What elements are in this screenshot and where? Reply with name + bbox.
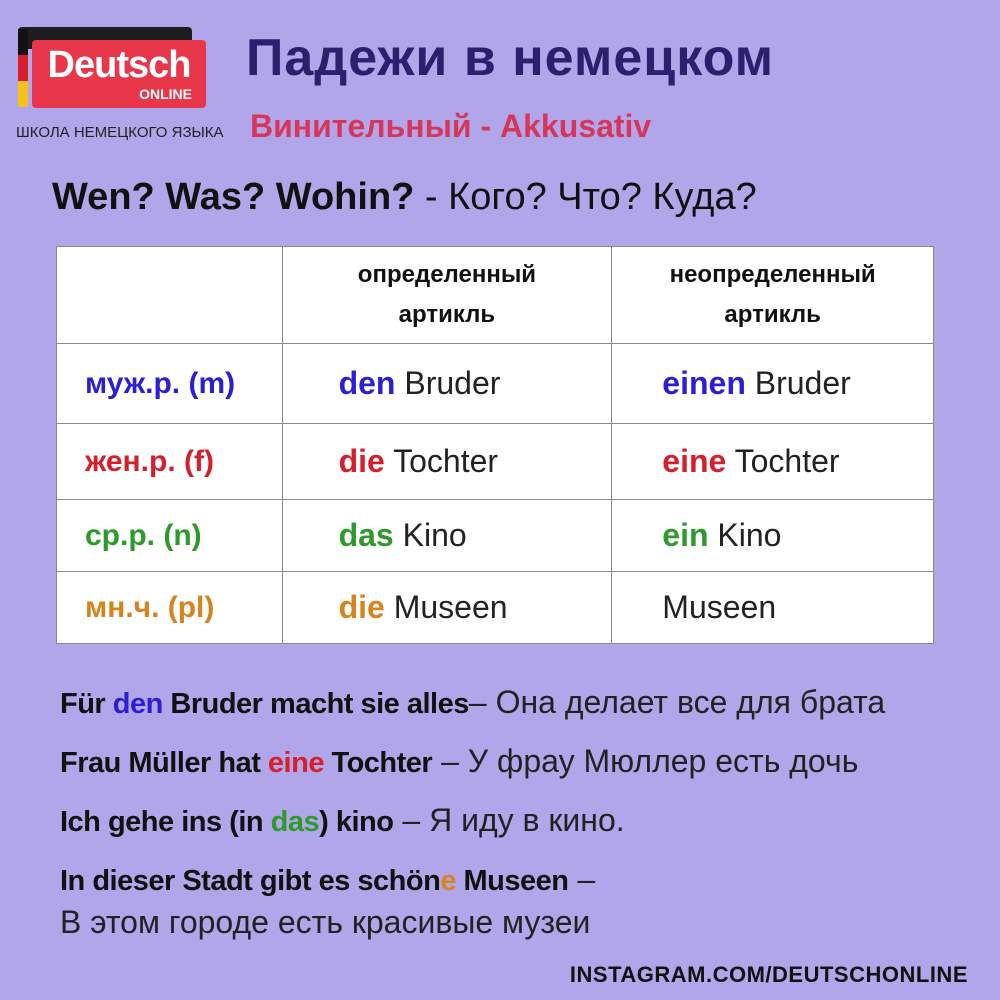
indefinite-cell-f <box>612 424 934 500</box>
indefinite-article: einen <box>662 365 746 401</box>
table-row <box>57 500 934 572</box>
page-subtitle: Винительный - Akkusativ <box>250 108 652 144</box>
header-definite-article: определенный артикль <box>282 247 612 344</box>
noun: Tochter <box>384 443 499 479</box>
example-translation: В этом городе есть красивые музеи <box>60 904 591 940</box>
example-german <box>60 688 469 720</box>
example-article: das <box>270 806 320 838</box>
example-german <box>60 806 393 838</box>
logo-tagline: ШКОЛА НЕМЕЦКОГО ЯЗЫКА <box>16 124 224 141</box>
table-row <box>57 424 934 500</box>
logo-badge <box>32 40 206 108</box>
logo-name: Deutsch <box>47 44 191 86</box>
gender-label-f: жен.р. (f) <box>57 424 283 500</box>
example-text: Bruder macht sie alles <box>162 688 469 720</box>
noun: Kino <box>708 517 782 553</box>
example-sentence <box>60 743 858 780</box>
noun: Museen <box>662 589 777 625</box>
example-german <box>60 865 568 897</box>
example-text: Tochter <box>323 747 433 779</box>
indefinite-cell-n <box>612 500 934 572</box>
example-sentence <box>60 802 625 839</box>
instagram-link[interactable]: INSTAGRAM.COM/DEUTSCHONLINE <box>569 962 968 987</box>
example-russian: – Она делает все для брата <box>468 684 886 720</box>
definite-cell-f <box>282 424 612 500</box>
noun: Tochter <box>726 443 840 479</box>
example-text: Frau Müller hat <box>60 747 268 779</box>
noun: Bruder <box>745 365 851 401</box>
example-german <box>60 747 432 779</box>
example-text: In dieser Stadt gibt es schön <box>60 865 441 897</box>
example-russian: – У фрау Мюллер есть дочь <box>432 743 859 779</box>
definite-cell-n <box>282 500 612 572</box>
indefinite-article: ein <box>662 517 709 553</box>
questions-russian: - Кого? Что? Куда? <box>414 176 757 218</box>
gender-label-n: ср.р. (n) <box>57 500 283 572</box>
definite-article: den <box>338 365 396 401</box>
gender-label-m: муж.р. (m) <box>57 344 283 424</box>
example-russian: – Я иду в кино. <box>393 802 625 838</box>
gender-label-pl: мн.ч. (pl) <box>57 572 283 644</box>
article-table <box>56 246 934 644</box>
indefinite-article: eine <box>662 443 727 479</box>
german-flag-stripes <box>18 29 28 107</box>
example-article: den <box>112 688 163 720</box>
example-sentence <box>60 684 885 721</box>
definite-article: die <box>338 443 385 479</box>
noun: Kino <box>393 517 467 553</box>
case-questions <box>52 176 757 219</box>
page-title: Падежи в немецком <box>246 29 775 87</box>
definite-article: das <box>338 517 394 553</box>
example-article: e <box>440 865 456 897</box>
example-text: Ich gehe ins (in <box>60 806 271 838</box>
table-row <box>57 344 934 424</box>
example-article: eine <box>267 747 324 779</box>
definite-cell-pl <box>282 572 612 644</box>
noun: Museen <box>384 589 508 625</box>
table-corner-cell <box>57 247 283 344</box>
indefinite-cell-pl <box>612 572 934 644</box>
example-text: Für <box>60 688 113 720</box>
questions-german: Wen? Was? Wohin? <box>52 176 415 218</box>
definite-article: die <box>338 589 385 625</box>
noun: Bruder <box>395 365 501 401</box>
example-russian: – <box>568 861 596 897</box>
table-header-row <box>57 247 934 344</box>
example-sentence <box>60 861 595 898</box>
definite-cell-m <box>282 344 612 424</box>
example-text: ) kino <box>319 806 394 838</box>
header-indefinite-article: неопределенный артикль <box>612 247 934 344</box>
table-row <box>57 572 934 644</box>
logo-online: ONLINE <box>139 86 192 102</box>
indefinite-cell-m <box>612 344 934 424</box>
example-text: Museen <box>455 865 569 897</box>
